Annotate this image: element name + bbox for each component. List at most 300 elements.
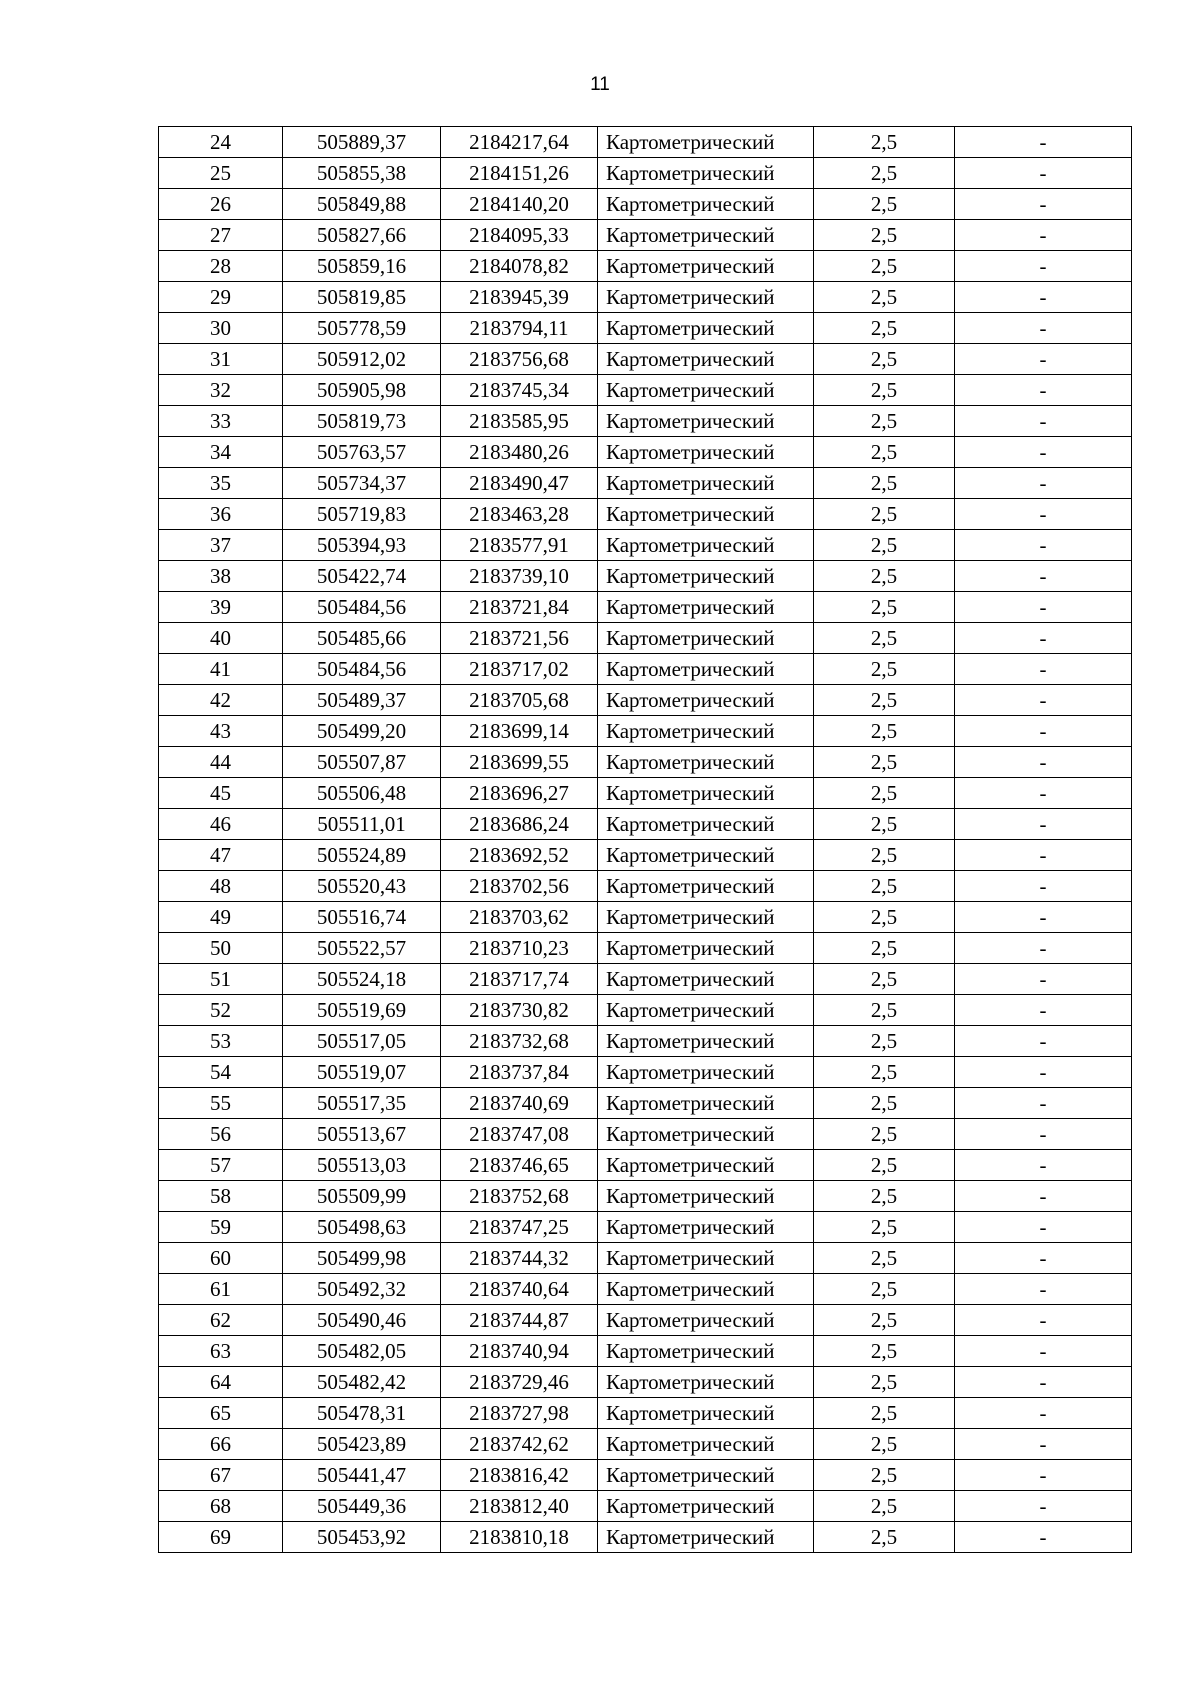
point-number-cell: 55 <box>159 1088 283 1119</box>
point-number-cell: 68 <box>159 1491 283 1522</box>
accuracy-cell: 2,5 <box>814 220 955 251</box>
method-cell: Картометрический <box>598 127 814 158</box>
x-coordinate-cell: 505719,83 <box>283 499 441 530</box>
description-cell: - <box>955 1460 1132 1491</box>
method-cell: Картометрический <box>598 1336 814 1367</box>
accuracy-cell: 2,5 <box>814 437 955 468</box>
x-coordinate-cell: 505819,85 <box>283 282 441 313</box>
y-coordinate-cell: 2183727,98 <box>441 1398 598 1429</box>
description-cell: - <box>955 561 1132 592</box>
method-cell: Картометрический <box>598 1150 814 1181</box>
accuracy-cell: 2,5 <box>814 964 955 995</box>
method-cell: Картометрический <box>598 1243 814 1274</box>
description-cell: - <box>955 1522 1132 1553</box>
method-cell: Картометрический <box>598 995 814 1026</box>
table-row <box>159 313 1132 344</box>
x-coordinate-cell: 505485,66 <box>283 623 441 654</box>
description-cell: - <box>955 809 1132 840</box>
accuracy-cell: 2,5 <box>814 1336 955 1367</box>
method-cell: Картометрический <box>598 1119 814 1150</box>
description-cell: - <box>955 127 1132 158</box>
point-number-cell: 67 <box>159 1460 283 1491</box>
y-coordinate-cell: 2183699,14 <box>441 716 598 747</box>
table-row <box>159 716 1132 747</box>
x-coordinate-cell: 505855,38 <box>283 158 441 189</box>
y-coordinate-cell: 2183794,11 <box>441 313 598 344</box>
x-coordinate-cell: 505490,46 <box>283 1305 441 1336</box>
y-coordinate-cell: 2184078,82 <box>441 251 598 282</box>
x-coordinate-cell: 505498,63 <box>283 1212 441 1243</box>
method-cell: Картометрический <box>598 871 814 902</box>
point-number-cell: 31 <box>159 344 283 375</box>
table-row <box>159 1336 1132 1367</box>
accuracy-cell: 2,5 <box>814 1429 955 1460</box>
x-coordinate-cell: 505524,89 <box>283 840 441 871</box>
x-coordinate-cell: 505524,18 <box>283 964 441 995</box>
table-row <box>159 933 1132 964</box>
description-cell: - <box>955 840 1132 871</box>
point-number-cell: 58 <box>159 1181 283 1212</box>
accuracy-cell: 2,5 <box>814 158 955 189</box>
point-number-cell: 59 <box>159 1212 283 1243</box>
method-cell: Картометрический <box>598 1491 814 1522</box>
description-cell: - <box>955 1181 1132 1212</box>
point-number-cell: 27 <box>159 220 283 251</box>
x-coordinate-cell: 505522,57 <box>283 933 441 964</box>
y-coordinate-cell: 2183737,84 <box>441 1057 598 1088</box>
x-coordinate-cell: 505449,36 <box>283 1491 441 1522</box>
point-number-cell: 65 <box>159 1398 283 1429</box>
table-row <box>159 1212 1132 1243</box>
coordinates-table <box>158 126 1132 1553</box>
description-cell: - <box>955 1274 1132 1305</box>
x-coordinate-cell: 505889,37 <box>283 127 441 158</box>
table-row <box>159 840 1132 871</box>
x-coordinate-cell: 505517,05 <box>283 1026 441 1057</box>
method-cell: Картометрический <box>598 1274 814 1305</box>
y-coordinate-cell: 2183717,74 <box>441 964 598 995</box>
description-cell: - <box>955 1491 1132 1522</box>
y-coordinate-cell: 2183480,26 <box>441 437 598 468</box>
method-cell: Картометрический <box>598 1460 814 1491</box>
x-coordinate-cell: 505507,87 <box>283 747 441 778</box>
method-cell: Картометрический <box>598 747 814 778</box>
table-row <box>159 654 1132 685</box>
x-coordinate-cell: 505513,67 <box>283 1119 441 1150</box>
description-cell: - <box>955 437 1132 468</box>
method-cell: Картометрический <box>598 561 814 592</box>
accuracy-cell: 2,5 <box>814 251 955 282</box>
description-cell: - <box>955 1057 1132 1088</box>
y-coordinate-cell: 2183732,68 <box>441 1026 598 1057</box>
point-number-cell: 33 <box>159 406 283 437</box>
method-cell: Картометрический <box>598 592 814 623</box>
accuracy-cell: 2,5 <box>814 530 955 561</box>
accuracy-cell: 2,5 <box>814 809 955 840</box>
y-coordinate-cell: 2183710,23 <box>441 933 598 964</box>
method-cell: Картометрический <box>598 933 814 964</box>
point-number-cell: 41 <box>159 654 283 685</box>
table-row <box>159 251 1132 282</box>
point-number-cell: 46 <box>159 809 283 840</box>
method-cell: Картометрический <box>598 1305 814 1336</box>
table-row <box>159 127 1132 158</box>
accuracy-cell: 2,5 <box>814 468 955 499</box>
accuracy-cell: 2,5 <box>814 282 955 313</box>
point-number-cell: 40 <box>159 623 283 654</box>
description-cell: - <box>955 1398 1132 1429</box>
x-coordinate-cell: 505519,69 <box>283 995 441 1026</box>
point-number-cell: 48 <box>159 871 283 902</box>
method-cell: Картометрический <box>598 809 814 840</box>
x-coordinate-cell: 505453,92 <box>283 1522 441 1553</box>
table-row <box>159 623 1132 654</box>
accuracy-cell: 2,5 <box>814 623 955 654</box>
y-coordinate-cell: 2183746,65 <box>441 1150 598 1181</box>
y-coordinate-cell: 2183739,10 <box>441 561 598 592</box>
y-coordinate-cell: 2183721,84 <box>441 592 598 623</box>
y-coordinate-cell: 2183686,24 <box>441 809 598 840</box>
y-coordinate-cell: 2183721,56 <box>441 623 598 654</box>
description-cell: - <box>955 530 1132 561</box>
accuracy-cell: 2,5 <box>814 1398 955 1429</box>
point-number-cell: 34 <box>159 437 283 468</box>
y-coordinate-cell: 2184140,20 <box>441 189 598 220</box>
table-row <box>159 530 1132 561</box>
method-cell: Картометрический <box>598 251 814 282</box>
accuracy-cell: 2,5 <box>814 747 955 778</box>
description-cell: - <box>955 592 1132 623</box>
table-row <box>159 1057 1132 1088</box>
method-cell: Картометрический <box>598 1057 814 1088</box>
table-row <box>159 1119 1132 1150</box>
description-cell: - <box>955 468 1132 499</box>
table-row <box>159 1398 1132 1429</box>
accuracy-cell: 2,5 <box>814 1088 955 1119</box>
y-coordinate-cell: 2184151,26 <box>441 158 598 189</box>
y-coordinate-cell: 2183742,62 <box>441 1429 598 1460</box>
table-row <box>159 1150 1132 1181</box>
method-cell: Картометрический <box>598 902 814 933</box>
table-row <box>159 375 1132 406</box>
point-number-cell: 37 <box>159 530 283 561</box>
table-row <box>159 1491 1132 1522</box>
method-cell: Картометрический <box>598 1522 814 1553</box>
x-coordinate-cell: 505482,42 <box>283 1367 441 1398</box>
x-coordinate-cell: 505905,98 <box>283 375 441 406</box>
accuracy-cell: 2,5 <box>814 127 955 158</box>
y-coordinate-cell: 2183740,69 <box>441 1088 598 1119</box>
point-number-cell: 42 <box>159 685 283 716</box>
table-row <box>159 158 1132 189</box>
description-cell: - <box>955 778 1132 809</box>
y-coordinate-cell: 2183490,47 <box>441 468 598 499</box>
point-number-cell: 45 <box>159 778 283 809</box>
x-coordinate-cell: 505441,47 <box>283 1460 441 1491</box>
accuracy-cell: 2,5 <box>814 1057 955 1088</box>
x-coordinate-cell: 505819,73 <box>283 406 441 437</box>
method-cell: Картометрический <box>598 1367 814 1398</box>
accuracy-cell: 2,5 <box>814 1181 955 1212</box>
table-row <box>159 561 1132 592</box>
description-cell: - <box>955 406 1132 437</box>
point-number-cell: 38 <box>159 561 283 592</box>
y-coordinate-cell: 2183747,08 <box>441 1119 598 1150</box>
accuracy-cell: 2,5 <box>814 313 955 344</box>
accuracy-cell: 2,5 <box>814 189 955 220</box>
accuracy-cell: 2,5 <box>814 406 955 437</box>
x-coordinate-cell: 505492,32 <box>283 1274 441 1305</box>
point-number-cell: 36 <box>159 499 283 530</box>
description-cell: - <box>955 964 1132 995</box>
accuracy-cell: 2,5 <box>814 654 955 685</box>
method-cell: Картометрический <box>598 1181 814 1212</box>
y-coordinate-cell: 2183702,56 <box>441 871 598 902</box>
table-row <box>159 189 1132 220</box>
table-row <box>159 778 1132 809</box>
y-coordinate-cell: 2183744,87 <box>441 1305 598 1336</box>
table-row <box>159 1088 1132 1119</box>
method-cell: Картометрический <box>598 282 814 313</box>
accuracy-cell: 2,5 <box>814 871 955 902</box>
method-cell: Картометрический <box>598 1212 814 1243</box>
description-cell: - <box>955 871 1132 902</box>
table-row <box>159 1522 1132 1553</box>
table-row <box>159 1305 1132 1336</box>
table-row <box>159 747 1132 778</box>
x-coordinate-cell: 505484,56 <box>283 592 441 623</box>
description-cell: - <box>955 282 1132 313</box>
table-row <box>159 499 1132 530</box>
description-cell: - <box>955 189 1132 220</box>
point-number-cell: 60 <box>159 1243 283 1274</box>
coordinates-table-body <box>159 127 1132 1553</box>
description-cell: - <box>955 716 1132 747</box>
x-coordinate-cell: 505423,89 <box>283 1429 441 1460</box>
point-number-cell: 32 <box>159 375 283 406</box>
x-coordinate-cell: 505763,57 <box>283 437 441 468</box>
point-number-cell: 52 <box>159 995 283 1026</box>
description-cell: - <box>955 1026 1132 1057</box>
y-coordinate-cell: 2183745,34 <box>441 375 598 406</box>
point-number-cell: 56 <box>159 1119 283 1150</box>
method-cell: Картометрический <box>598 468 814 499</box>
point-number-cell: 47 <box>159 840 283 871</box>
y-coordinate-cell: 2183699,55 <box>441 747 598 778</box>
accuracy-cell: 2,5 <box>814 995 955 1026</box>
description-cell: - <box>955 902 1132 933</box>
table-row <box>159 1243 1132 1274</box>
table-row <box>159 437 1132 468</box>
accuracy-cell: 2,5 <box>814 933 955 964</box>
method-cell: Картометрический <box>598 220 814 251</box>
y-coordinate-cell: 2183463,28 <box>441 499 598 530</box>
accuracy-cell: 2,5 <box>814 1367 955 1398</box>
point-number-cell: 49 <box>159 902 283 933</box>
x-coordinate-cell: 505912,02 <box>283 344 441 375</box>
y-coordinate-cell: 2183816,42 <box>441 1460 598 1491</box>
description-cell: - <box>955 1119 1132 1150</box>
table-row <box>159 1460 1132 1491</box>
y-coordinate-cell: 2183705,68 <box>441 685 598 716</box>
method-cell: Картометрический <box>598 437 814 468</box>
table-row <box>159 871 1132 902</box>
accuracy-cell: 2,5 <box>814 1026 955 1057</box>
accuracy-cell: 2,5 <box>814 685 955 716</box>
y-coordinate-cell: 2183577,91 <box>441 530 598 561</box>
accuracy-cell: 2,5 <box>814 344 955 375</box>
y-coordinate-cell: 2183696,27 <box>441 778 598 809</box>
x-coordinate-cell: 505489,37 <box>283 685 441 716</box>
y-coordinate-cell: 2183729,46 <box>441 1367 598 1398</box>
point-number-cell: 63 <box>159 1336 283 1367</box>
y-coordinate-cell: 2183740,64 <box>441 1274 598 1305</box>
point-number-cell: 61 <box>159 1274 283 1305</box>
description-cell: - <box>955 158 1132 189</box>
accuracy-cell: 2,5 <box>814 1305 955 1336</box>
x-coordinate-cell: 505484,56 <box>283 654 441 685</box>
table-row <box>159 282 1132 313</box>
point-number-cell: 53 <box>159 1026 283 1057</box>
x-coordinate-cell: 505778,59 <box>283 313 441 344</box>
method-cell: Картометрический <box>598 313 814 344</box>
point-number-cell: 25 <box>159 158 283 189</box>
y-coordinate-cell: 2183810,18 <box>441 1522 598 1553</box>
point-number-cell: 62 <box>159 1305 283 1336</box>
x-coordinate-cell: 505478,31 <box>283 1398 441 1429</box>
description-cell: - <box>955 995 1132 1026</box>
x-coordinate-cell: 505520,43 <box>283 871 441 902</box>
description-cell: - <box>955 685 1132 716</box>
method-cell: Картометрический <box>598 685 814 716</box>
method-cell: Картометрический <box>598 344 814 375</box>
accuracy-cell: 2,5 <box>814 561 955 592</box>
y-coordinate-cell: 2184095,33 <box>441 220 598 251</box>
table-row <box>159 406 1132 437</box>
table-row <box>159 220 1132 251</box>
accuracy-cell: 2,5 <box>814 1243 955 1274</box>
point-number-cell: 44 <box>159 747 283 778</box>
method-cell: Картометрический <box>598 189 814 220</box>
x-coordinate-cell: 505422,74 <box>283 561 441 592</box>
accuracy-cell: 2,5 <box>814 592 955 623</box>
x-coordinate-cell: 505394,93 <box>283 530 441 561</box>
x-coordinate-cell: 505509,99 <box>283 1181 441 1212</box>
x-coordinate-cell: 505506,48 <box>283 778 441 809</box>
y-coordinate-cell: 2183730,82 <box>441 995 598 1026</box>
y-coordinate-cell: 2184217,64 <box>441 127 598 158</box>
table-row <box>159 344 1132 375</box>
method-cell: Картометрический <box>598 1026 814 1057</box>
accuracy-cell: 2,5 <box>814 716 955 747</box>
accuracy-cell: 2,5 <box>814 840 955 871</box>
table-row <box>159 1429 1132 1460</box>
x-coordinate-cell: 505516,74 <box>283 902 441 933</box>
accuracy-cell: 2,5 <box>814 1212 955 1243</box>
accuracy-cell: 2,5 <box>814 902 955 933</box>
x-coordinate-cell: 505519,07 <box>283 1057 441 1088</box>
table-row <box>159 468 1132 499</box>
description-cell: - <box>955 1305 1132 1336</box>
x-coordinate-cell: 505517,35 <box>283 1088 441 1119</box>
y-coordinate-cell: 2183585,95 <box>441 406 598 437</box>
x-coordinate-cell: 505482,05 <box>283 1336 441 1367</box>
accuracy-cell: 2,5 <box>814 375 955 406</box>
page-number: 11 <box>590 74 610 95</box>
x-coordinate-cell: 505511,01 <box>283 809 441 840</box>
y-coordinate-cell: 2183703,62 <box>441 902 598 933</box>
method-cell: Картометрический <box>598 530 814 561</box>
description-cell: - <box>955 1212 1132 1243</box>
x-coordinate-cell: 505849,88 <box>283 189 441 220</box>
method-cell: Картометрический <box>598 1398 814 1429</box>
point-number-cell: 39 <box>159 592 283 623</box>
y-coordinate-cell: 2183692,52 <box>441 840 598 871</box>
description-cell: - <box>955 1088 1132 1119</box>
description-cell: - <box>955 251 1132 282</box>
table-row <box>159 1367 1132 1398</box>
y-coordinate-cell: 2183812,40 <box>441 1491 598 1522</box>
table-row <box>159 902 1132 933</box>
description-cell: - <box>955 1336 1132 1367</box>
x-coordinate-cell: 505827,66 <box>283 220 441 251</box>
description-cell: - <box>955 375 1132 406</box>
method-cell: Картометрический <box>598 623 814 654</box>
y-coordinate-cell: 2183747,25 <box>441 1212 598 1243</box>
point-number-cell: 66 <box>159 1429 283 1460</box>
description-cell: - <box>955 220 1132 251</box>
description-cell: - <box>955 313 1132 344</box>
method-cell: Картометрический <box>598 716 814 747</box>
point-number-cell: 30 <box>159 313 283 344</box>
point-number-cell: 64 <box>159 1367 283 1398</box>
method-cell: Картометрический <box>598 1429 814 1460</box>
y-coordinate-cell: 2183752,68 <box>441 1181 598 1212</box>
method-cell: Картометрический <box>598 375 814 406</box>
description-cell: - <box>955 499 1132 530</box>
point-number-cell: 35 <box>159 468 283 499</box>
table-row <box>159 1274 1132 1305</box>
table-row <box>159 995 1132 1026</box>
method-cell: Картометрический <box>598 840 814 871</box>
accuracy-cell: 2,5 <box>814 1119 955 1150</box>
description-cell: - <box>955 344 1132 375</box>
point-number-cell: 24 <box>159 127 283 158</box>
point-number-cell: 54 <box>159 1057 283 1088</box>
method-cell: Картометрический <box>598 406 814 437</box>
description-cell: - <box>955 933 1132 964</box>
y-coordinate-cell: 2183756,68 <box>441 344 598 375</box>
accuracy-cell: 2,5 <box>814 1274 955 1305</box>
table-row <box>159 1026 1132 1057</box>
description-cell: - <box>955 747 1132 778</box>
description-cell: - <box>955 1429 1132 1460</box>
point-number-cell: 57 <box>159 1150 283 1181</box>
table-row <box>159 685 1132 716</box>
table-row <box>159 809 1132 840</box>
method-cell: Картометрический <box>598 499 814 530</box>
y-coordinate-cell: 2183717,02 <box>441 654 598 685</box>
method-cell: Картометрический <box>598 964 814 995</box>
table-row <box>159 964 1132 995</box>
accuracy-cell: 2,5 <box>814 499 955 530</box>
x-coordinate-cell: 505859,16 <box>283 251 441 282</box>
description-cell: - <box>955 1150 1132 1181</box>
description-cell: - <box>955 654 1132 685</box>
description-cell: - <box>955 1243 1132 1274</box>
table-row <box>159 1181 1132 1212</box>
point-number-cell: 43 <box>159 716 283 747</box>
